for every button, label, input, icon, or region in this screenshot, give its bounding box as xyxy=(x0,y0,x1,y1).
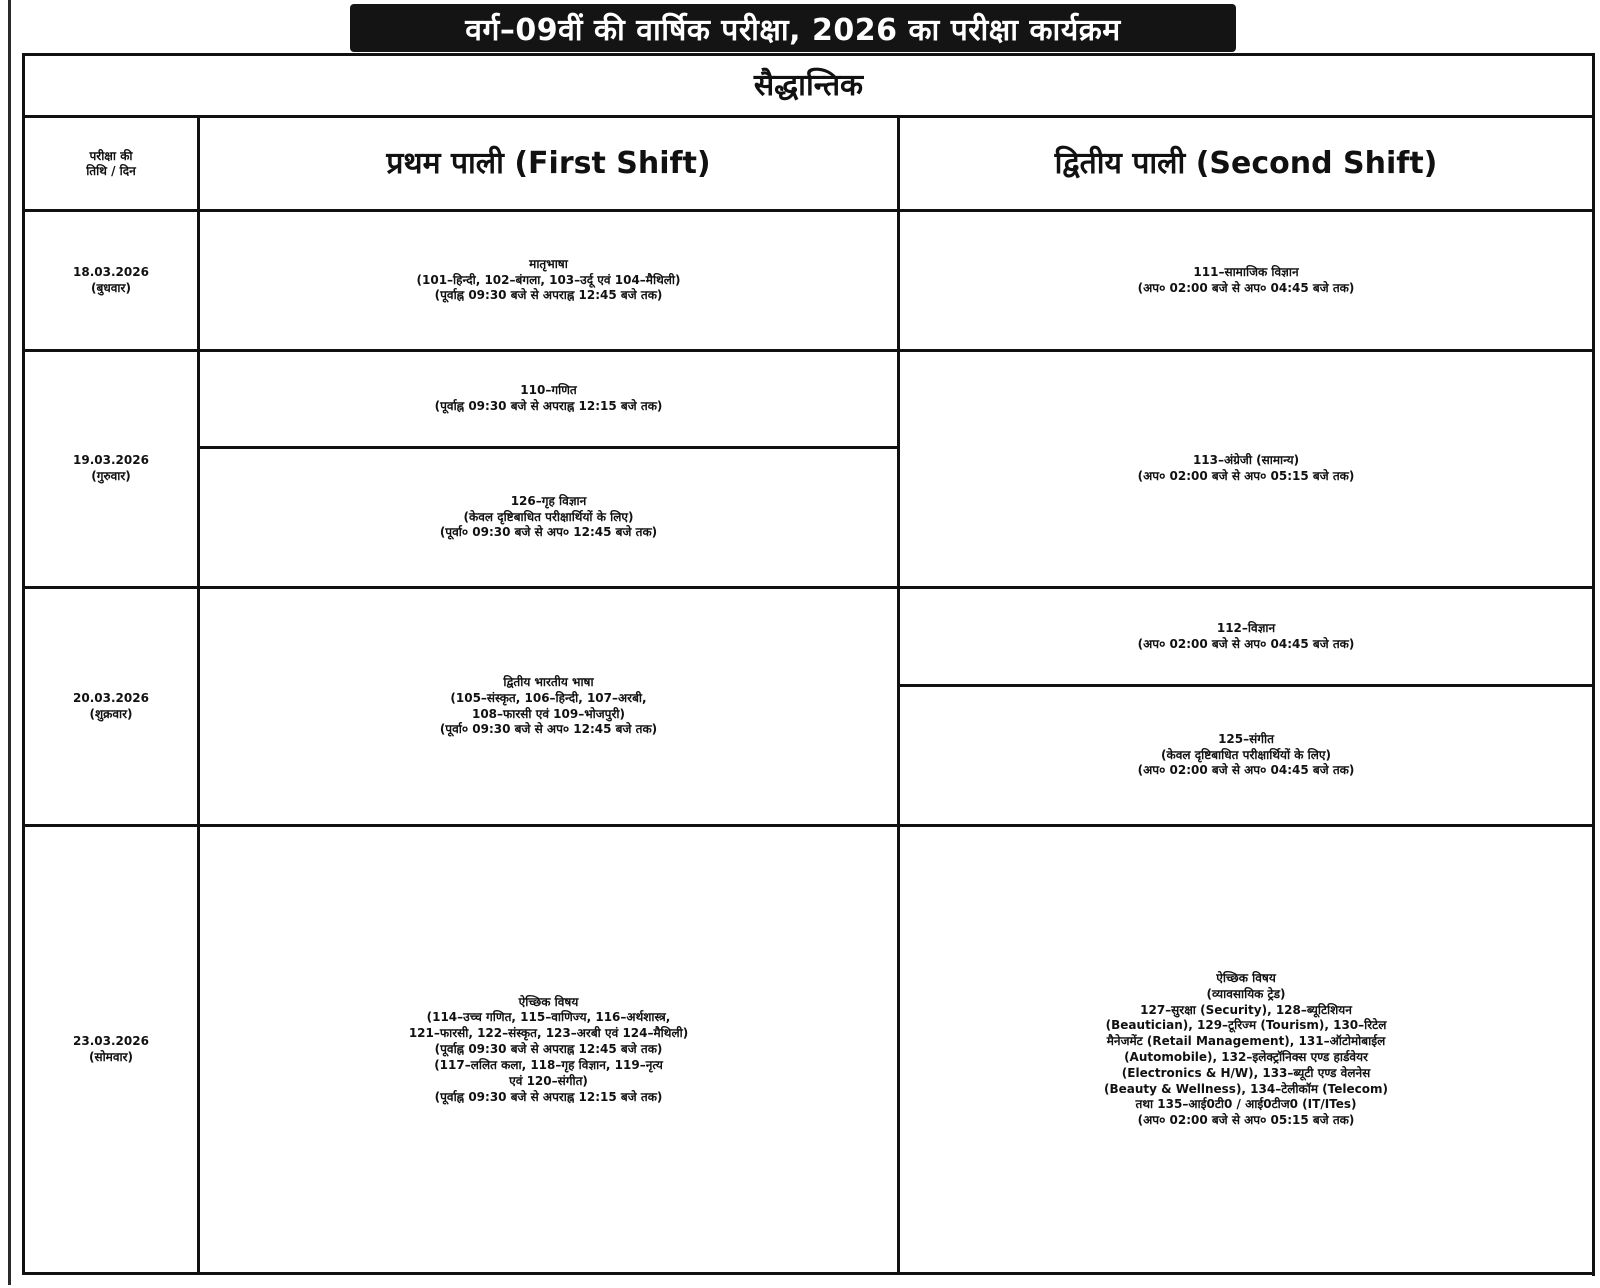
exam-time: (पूर्वा० 09:30 बजे से अप० 12:45 बजे तक) xyxy=(439,525,658,540)
exam-date: 19.03.2026 xyxy=(73,453,149,468)
subject-name: मातृभाषा xyxy=(529,256,568,271)
vocational-trade-line: (Electronics & H/W), 133–ब्यूटी एण्ड वेलनेस xyxy=(1121,1065,1371,1080)
exam-day: (सोमवार) xyxy=(88,1050,134,1064)
second-shift-cell xyxy=(899,588,1594,686)
vocational-trade-line: (Beautician), 129–टूरिज्म (Tourism), 130–रिटेल xyxy=(1105,1018,1387,1033)
exam-time: (पूर्वाह्न 09:30 बजे से अपराह्न 12:45 बजे तक) xyxy=(434,1042,663,1057)
exam-day: (शुक्रवार) xyxy=(89,706,133,721)
vocational-trade-line: (Beauty & Wellness), 134–टेलीकॉम (Telecom) xyxy=(1104,1081,1388,1096)
table-row xyxy=(24,588,1594,686)
subject-detail: (117–ललित कला, 118–गृह विज्ञान, 119–नृत्य xyxy=(434,1057,663,1072)
subject-name: 111–सामाजिक विज्ञान xyxy=(1193,264,1299,279)
exam-time: (अप० 02:00 बजे से अप० 04:45 बजे तक) xyxy=(1137,280,1355,295)
exam-date: 23.03.2026 xyxy=(73,1034,149,1049)
subject-name: द्वितीय भारतीय भाषा xyxy=(503,674,594,689)
first-shift-cell xyxy=(199,588,899,826)
exam-time: (पूर्वाह्न 09:30 बजे से अपराह्न 12:45 बजे तक) xyxy=(434,288,663,303)
exam-day: (बुधवार) xyxy=(91,280,131,295)
date-header-line1: परीक्षा की xyxy=(89,148,133,163)
exam-schedule-table xyxy=(22,53,1595,1276)
second-shift-cell xyxy=(899,686,1594,826)
exam-date: 20.03.2026 xyxy=(73,690,149,705)
subject-detail: (केवल दृष्टिबाधित परीक्षार्थियों के लिए) xyxy=(1161,747,1331,762)
date-column-header xyxy=(24,117,199,211)
left-margin-rule xyxy=(8,0,11,1285)
subject-detail: (101–हिन्दी, 102–बंगला, 103–उर्दू एवं 104–मैथिली) xyxy=(416,272,681,287)
subject-detail: (114–उच्च गणित, 115–वाणिज्य, 116–अर्थशास्त्र, xyxy=(426,1010,671,1025)
exam-date-cell xyxy=(24,211,199,351)
exam-time: (अप० 02:00 बजे से अप० 04:45 बजे तक) xyxy=(1137,636,1355,651)
section-title: सैद्धान्तिक xyxy=(24,55,1594,117)
subject-name: 110–गणित xyxy=(520,383,577,398)
vocational-trade-line: मैनेजमेंट (Retail Management), 131–ऑटोमोबाईल xyxy=(1106,1034,1386,1049)
exam-time: (अप० 02:00 बजे से अप० 04:45 बजे तक) xyxy=(1137,763,1355,778)
first-shift-cell xyxy=(199,351,899,448)
exam-date-cell xyxy=(24,351,199,588)
exam-time: (अप० 02:00 बजे से अप० 05:15 बजे तक) xyxy=(1137,469,1355,483)
exam-time: (पूर्वाह्न 09:30 बजे से अपराह्न 12:15 बजे तक) xyxy=(434,1089,663,1104)
exam-date-cell xyxy=(24,826,199,1275)
subject-name: 113–अंग्रेजी (सामान्य) xyxy=(1192,453,1300,468)
second-shift-cell xyxy=(899,211,1594,351)
second-shift-cell xyxy=(899,351,1594,588)
subject-detail: एवं 120–संगीत) xyxy=(509,1073,588,1088)
document-title: वर्ग–09वीं की वार्षिक परीक्षा, 2026 का परीक्षा कार्यक्रम xyxy=(350,4,1236,52)
subject-name: 126–गृह विज्ञान xyxy=(510,493,587,508)
subject-name: 125–संगीत xyxy=(1218,731,1274,746)
vocational-trade-line: (Automobile), 132–इलेक्ट्रॉनिक्स एण्ड हार्डवेयर xyxy=(1124,1050,1368,1064)
table-row xyxy=(24,211,1594,351)
exam-time: (अप० 02:00 बजे से अप० 05:15 बजे तक) xyxy=(1137,1113,1355,1128)
second-shift-cell xyxy=(899,826,1594,1275)
exam-date-cell xyxy=(24,588,199,826)
subject-name: ऐच्छिक विषय xyxy=(518,994,579,1009)
first-shift-cell xyxy=(199,826,899,1275)
exam-day: (गुरुवार) xyxy=(91,469,131,483)
subject-detail: (केवल दृष्टिबाधित परीक्षार्थियों के लिए) xyxy=(463,509,634,524)
first-shift-cell xyxy=(199,448,899,588)
exam-time: (पूर्वा० 09:30 बजे से अप० 12:45 बजे तक) xyxy=(439,722,658,737)
section-row xyxy=(24,55,1594,117)
vocational-trade-line: 127–सुरक्षा (Security), 128–ब्यूटिशियन xyxy=(1140,1002,1352,1017)
vocational-trade-line: तथा 135–आई0टी0 / आई0टीज0 (IT/ITes) xyxy=(1135,1097,1357,1112)
table-row xyxy=(24,351,1594,448)
table-row xyxy=(24,826,1594,1275)
first-shift-cell xyxy=(199,211,899,351)
date-header-line2: तिथि / दिन xyxy=(86,163,136,178)
subject-name: 112–विज्ञान xyxy=(1216,620,1276,635)
next-section-edge xyxy=(22,1272,1592,1288)
subject-name: ऐच्छिक विषय xyxy=(1216,970,1276,985)
first-shift-header: प्रथम पाली (First Shift) xyxy=(199,117,899,211)
exam-date: 18.03.2026 xyxy=(73,264,149,279)
subject-detail: (105–संस्कृत, 106–हिन्दी, 107–अरबी, xyxy=(450,690,647,705)
subject-detail: 108–फारसी एवं 109–भोजपुरी) xyxy=(471,706,625,721)
header-row xyxy=(24,117,1594,211)
exam-time: (पूर्वाह्न 09:30 बजे से अपराह्न 12:15 बजे तक) xyxy=(434,399,663,413)
second-shift-header: द्वितीय पाली (Second Shift) xyxy=(899,117,1594,211)
subject-subtitle: (व्यावसायिक ट्रेड) xyxy=(1206,986,1286,1001)
subject-detail: 121–फारसी, 122–संस्कृत, 123–अरबी एवं 124–मैथिली) xyxy=(408,1026,689,1041)
